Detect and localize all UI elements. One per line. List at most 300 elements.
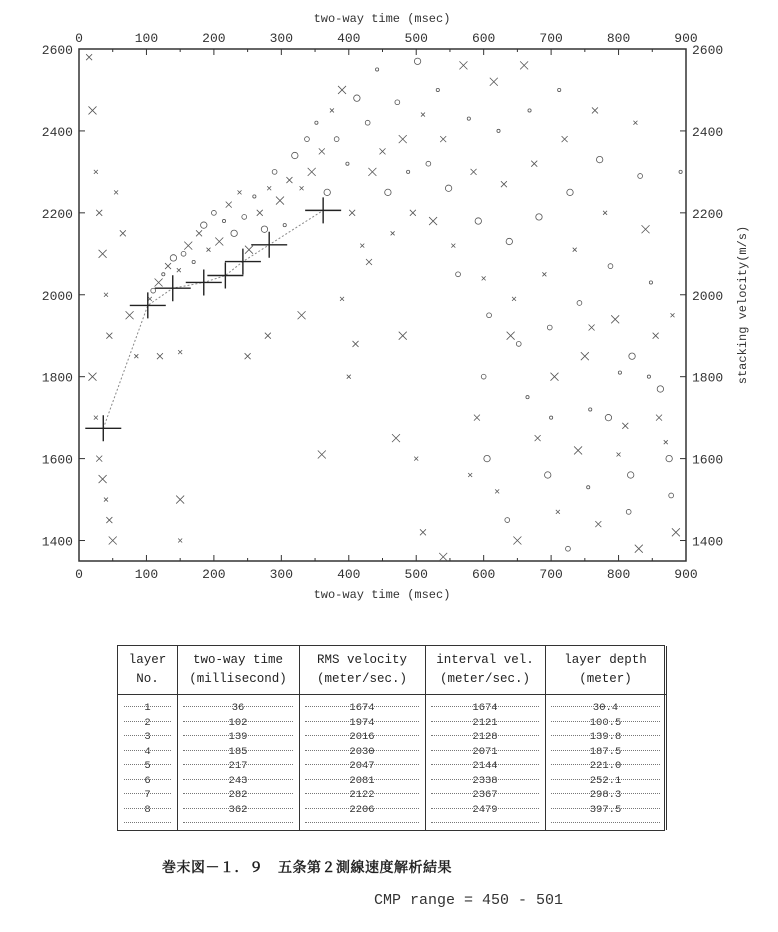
velocity-pick-marker xyxy=(251,232,287,258)
table-dotted-rule xyxy=(183,779,293,780)
scatter-point-cross xyxy=(550,373,558,381)
table-dotted-rule xyxy=(305,735,419,736)
y-tick-label-right: 2600 xyxy=(692,43,724,58)
scatter-point-circle xyxy=(566,546,571,551)
table-cell: 7 xyxy=(144,789,151,801)
table-header-line: No. xyxy=(136,672,159,686)
table-header xyxy=(425,646,545,694)
scatter-point-cross xyxy=(318,451,326,459)
table-dotted-rule xyxy=(551,793,660,794)
table-dotted-rule xyxy=(431,721,539,722)
table-cell: 2144 xyxy=(472,760,498,772)
scatter-point-circle xyxy=(506,238,512,244)
table-dotted-rule xyxy=(551,750,660,751)
table-dotted-rule xyxy=(431,706,539,707)
velocity-pick-marker xyxy=(225,249,261,275)
table-dotted-rule xyxy=(124,822,171,823)
table-dotted-rule xyxy=(124,706,171,707)
table-dotted-rule xyxy=(305,750,419,751)
scatter-point-circle xyxy=(445,185,451,191)
scatter-point-cross xyxy=(459,61,467,69)
table-dotted-rule xyxy=(431,750,539,751)
x-tick-label-bottom: 800 xyxy=(606,567,631,582)
table-cell: 2016 xyxy=(349,731,375,743)
scatter-point-cross xyxy=(308,168,316,176)
table-dotted-rule xyxy=(305,779,419,780)
scatter-point-circle xyxy=(528,109,531,112)
scatter-point-cross xyxy=(556,510,560,514)
scatter-point-cross xyxy=(88,373,96,381)
scatter-point-cross xyxy=(300,186,304,190)
table-cell: 185 xyxy=(228,745,248,758)
plot-frame xyxy=(79,49,686,561)
scatter-point-cross xyxy=(581,352,589,360)
scatter-point-cross xyxy=(440,136,446,142)
scatter-point-cross xyxy=(165,263,171,269)
table-cell: 243 xyxy=(228,774,248,787)
table-cell: 4 xyxy=(144,745,151,758)
scatter-point-circle xyxy=(211,210,216,215)
x-tick-label-bottom: 700 xyxy=(539,567,563,582)
table-cell: 2338 xyxy=(472,774,498,787)
scatter-point-cross xyxy=(672,528,680,536)
table-column-rms-velocity xyxy=(299,646,426,830)
table-cell: 1974 xyxy=(349,716,375,729)
table-dotted-rule xyxy=(183,750,293,751)
x-tick-label-top: 600 xyxy=(471,31,496,46)
scatter-point-circle xyxy=(516,342,521,347)
table-dotted-rule xyxy=(183,822,293,823)
scatter-point-cross xyxy=(99,250,107,258)
x-tick-label-top: 400 xyxy=(337,31,361,46)
table-header-line: RMS velocity xyxy=(316,653,407,667)
scatter-point-cross xyxy=(391,231,395,235)
x-tick-label-bottom: 500 xyxy=(404,567,428,582)
x-tick-label-top: 200 xyxy=(202,31,226,46)
scatter-point-cross xyxy=(99,475,107,483)
scatter-point-cross xyxy=(120,230,126,236)
scatter-point-cross xyxy=(366,259,372,265)
table-cell: 30.4 xyxy=(592,702,619,714)
scatter-point-cross xyxy=(595,521,601,527)
scatter-point-cross xyxy=(94,416,98,420)
scatter-point-circle xyxy=(487,313,492,318)
table-dotted-rule xyxy=(305,721,419,722)
scatter-point-cross xyxy=(106,517,112,523)
table-header xyxy=(118,646,177,694)
x-axis-title-bottom: two-way time (msec) xyxy=(313,588,451,602)
y-tick-label-left: 2400 xyxy=(41,124,73,140)
table-cell: 2206 xyxy=(349,803,375,816)
scatter-point-circle xyxy=(657,386,663,392)
table-dotted-rule xyxy=(124,808,171,809)
table-dotted-rule xyxy=(183,793,293,794)
table-cell: 298.3 xyxy=(589,789,622,801)
scatter-point-cross xyxy=(611,315,619,323)
scatter-point-circle xyxy=(242,215,247,220)
x-tick-label-top: 500 xyxy=(404,31,428,46)
scatter-point-cross xyxy=(507,332,515,340)
scatter-point-circle xyxy=(305,137,310,142)
table-cell: 102 xyxy=(228,716,248,729)
scatter-point-circle xyxy=(649,281,652,284)
table-column-two-way-time xyxy=(177,646,300,830)
table-header-line: (millisecond) xyxy=(189,672,287,686)
table-cell: 2030 xyxy=(349,745,375,758)
scatter-point-circle xyxy=(315,121,318,124)
table-cell: 2047 xyxy=(349,760,375,772)
table-cell: 2479 xyxy=(472,803,498,816)
table-header-line: two-way time xyxy=(192,653,283,667)
scatter-point-circle xyxy=(365,120,370,125)
table-cell: 36 xyxy=(231,702,245,714)
scatter-point-circle xyxy=(647,375,650,378)
scatter-point-cross xyxy=(474,415,480,421)
scatter-point-circle xyxy=(385,189,391,195)
scatter-point-cross xyxy=(642,225,650,233)
x-tick-label-top: 900 xyxy=(674,31,698,46)
scatter-point-circle xyxy=(354,95,360,101)
scatter-point-cross xyxy=(88,106,96,114)
table-cell: 5 xyxy=(144,760,151,772)
scatter-point-circle xyxy=(181,251,186,256)
scatter-point-cross xyxy=(520,61,528,69)
table-dotted-rule xyxy=(124,735,171,736)
scatter-point-cross xyxy=(215,238,223,246)
y-tick-label-right: 2000 xyxy=(692,288,724,304)
velocity-pick-marker xyxy=(186,269,222,295)
scatter-point-circle xyxy=(545,472,551,478)
table-header-line: layer depth xyxy=(564,653,647,667)
table-cell: 1674 xyxy=(472,702,498,714)
scatter-point-cross xyxy=(535,435,541,441)
table-column-layer-no xyxy=(118,646,178,830)
scatter-point-circle xyxy=(526,396,529,399)
table-dotted-rule xyxy=(183,735,293,736)
scatter-point-cross xyxy=(360,244,364,248)
scatter-point-cross xyxy=(490,78,498,86)
scatter-point-cross xyxy=(94,170,98,174)
scatter-point-cross xyxy=(603,211,607,215)
scatter-point-cross xyxy=(104,498,108,502)
table-cell: 139 xyxy=(228,731,248,743)
scatter-point-circle xyxy=(497,129,500,132)
x-tick-label-top: 800 xyxy=(606,31,631,46)
scatter-point-cross xyxy=(109,537,117,545)
scatter-point-cross xyxy=(330,108,334,112)
scatter-point-circle xyxy=(505,518,510,523)
x-tick-label-top: 100 xyxy=(134,31,159,46)
scatter-point-circle xyxy=(151,288,156,293)
scatter-point-cross xyxy=(653,333,659,339)
x-tick-label-bottom: 600 xyxy=(471,567,496,582)
table-dotted-rule xyxy=(431,793,539,794)
scatter-point-cross xyxy=(635,545,643,553)
scatter-point-cross xyxy=(562,136,568,142)
scatter-point-cross xyxy=(126,311,134,319)
scatter-point-cross xyxy=(96,456,102,462)
scatter-point-circle xyxy=(192,260,195,263)
scatter-point-cross xyxy=(482,276,486,280)
table-dotted-rule xyxy=(305,822,419,823)
table-column-layer-depth xyxy=(545,646,667,830)
scatter-point-cross xyxy=(399,332,407,340)
scatter-point-cross xyxy=(399,135,407,143)
scatter-point-cross xyxy=(176,496,184,504)
scatter-point-circle xyxy=(589,408,592,411)
scatter-point-circle xyxy=(407,170,410,173)
scatter-point-cross xyxy=(267,186,271,190)
scatter-point-circle xyxy=(436,88,439,91)
table-header-line: (meter) xyxy=(579,672,632,686)
table-dotted-rule xyxy=(431,779,539,780)
table-dotted-rule xyxy=(124,721,171,722)
table-dotted-rule xyxy=(551,779,660,780)
scatter-point-circle xyxy=(679,170,682,173)
scatter-point-cross xyxy=(542,272,546,276)
scatter-point-circle xyxy=(253,195,256,198)
table-cell: 2367 xyxy=(472,789,498,801)
scatter-point-cross xyxy=(656,415,662,421)
table-dotted-rule xyxy=(551,808,660,809)
scatter-point-circle xyxy=(627,472,633,478)
table-dotted-rule xyxy=(431,735,539,736)
table-cell: 3 xyxy=(144,731,151,743)
y-tick-label-right: 2200 xyxy=(692,206,724,222)
scatter-point-cross xyxy=(414,457,418,461)
scatter-point-circle xyxy=(558,88,561,91)
scatter-point-cross xyxy=(617,453,621,457)
table-cell: 282 xyxy=(228,789,248,801)
scatter-point-cross xyxy=(196,230,202,236)
scatter-point-cross xyxy=(104,293,108,297)
table-header xyxy=(545,646,666,694)
scatter-point-circle xyxy=(536,214,542,220)
x-tick-label-bottom: 300 xyxy=(269,567,294,582)
table-cell: 2128 xyxy=(472,731,498,743)
table-dotted-rule xyxy=(431,764,539,765)
y-axis-title-right: stacking velocity(m/s) xyxy=(736,225,750,385)
scatter-point-circle xyxy=(324,189,330,195)
velocity-pick-marker xyxy=(305,197,341,223)
table-cell: 397.5 xyxy=(589,803,622,816)
scatter-point-circle xyxy=(605,414,611,420)
table-cell: 252.1 xyxy=(589,774,622,787)
scatter-point-circle xyxy=(467,117,470,120)
scatter-point-cross xyxy=(495,489,499,493)
table-cell: 221.0 xyxy=(589,760,622,772)
table-cell: 2 xyxy=(144,716,151,729)
velocity-pick-marker xyxy=(207,263,243,289)
table-dotted-rule xyxy=(305,764,419,765)
y-tick-label-right: 1800 xyxy=(692,370,724,386)
scatter-point-cross xyxy=(238,190,242,194)
scatter-point-cross xyxy=(573,248,577,252)
table-dotted-rule xyxy=(183,764,293,765)
table-header-line: interval vel. xyxy=(436,653,534,667)
x-tick-label-bottom: 100 xyxy=(134,567,159,582)
x-tick-label-top: 700 xyxy=(539,31,563,46)
scatter-point-cross xyxy=(513,537,521,545)
table-column-interval-velocity xyxy=(425,646,546,830)
scatter-point-cross xyxy=(319,148,325,154)
scatter-point-cross xyxy=(671,313,675,317)
table-header-rule xyxy=(118,694,666,695)
table-dotted-rule xyxy=(124,779,171,780)
table-cell: 1674 xyxy=(349,702,375,714)
scatter-point-cross xyxy=(257,210,263,216)
scatter-point-cross xyxy=(134,354,138,358)
table-dotted-rule xyxy=(551,706,660,707)
x-tick-label-bottom: 200 xyxy=(202,567,226,582)
table-header-line: layer xyxy=(128,653,167,667)
scatter-point-cross xyxy=(439,553,447,561)
scatter-point-cross xyxy=(106,333,112,339)
table-cell: 362 xyxy=(228,803,248,816)
table-cell: 8 xyxy=(144,803,151,816)
table-header xyxy=(299,646,425,694)
scatter-point-cross xyxy=(512,297,516,301)
scatter-point-cross xyxy=(429,217,437,225)
scatter-point-cross xyxy=(574,446,582,454)
table-cell: 100.5 xyxy=(589,716,622,729)
scatter-point-circle xyxy=(395,100,400,105)
table-cell: 2081 xyxy=(349,774,375,787)
scatter-point-cross xyxy=(157,353,163,359)
scatter-point-circle xyxy=(587,486,590,489)
scatter-point-circle xyxy=(669,493,674,498)
scatter-point-cross xyxy=(421,113,425,117)
table-header-line: (meter/sec.) xyxy=(439,672,530,686)
y-tick-label-left: 1800 xyxy=(41,370,73,386)
scatter-point-circle xyxy=(283,224,286,227)
scatter-point-cross xyxy=(265,333,271,339)
velocity-pick-line xyxy=(103,210,323,428)
scatter-point-cross xyxy=(392,434,400,442)
scatter-point-cross xyxy=(245,246,253,254)
velocity-pick-marker xyxy=(85,415,121,441)
table-cell: 6 xyxy=(144,774,151,787)
y-tick-label-left: 2200 xyxy=(41,206,73,222)
scatter-point-circle xyxy=(596,156,602,162)
table-cell: 217 xyxy=(228,760,248,772)
scatter-point-circle xyxy=(547,325,552,330)
scatter-point-cross xyxy=(347,375,351,379)
y-tick-label-right: 2400 xyxy=(692,124,724,140)
table-dotted-rule xyxy=(183,721,293,722)
scatter-point-cross xyxy=(349,210,355,216)
table-cell: 187.5 xyxy=(589,745,622,758)
table-dotted-rule xyxy=(551,735,660,736)
x-tick-label-bottom: 900 xyxy=(674,567,698,582)
y-tick-label-left: 2000 xyxy=(41,288,73,304)
scatter-point-cross xyxy=(592,107,598,113)
scatter-point-cross xyxy=(380,148,386,154)
table-dotted-rule xyxy=(124,750,171,751)
scatter-point-circle xyxy=(666,455,672,461)
scatter-point-cross xyxy=(206,248,210,252)
scatter-point-circle xyxy=(475,218,481,224)
table-cell: 1 xyxy=(144,702,151,714)
scatter-point-cross xyxy=(177,268,181,272)
x-tick-label-top: 300 xyxy=(269,31,294,46)
scatter-point-cross xyxy=(245,353,251,359)
scatter-point-circle xyxy=(346,162,349,165)
scatter-point-cross xyxy=(178,350,182,354)
scatter-point-circle xyxy=(608,264,613,269)
scatter-point-cross xyxy=(420,529,426,535)
scatter-point-circle xyxy=(618,371,621,374)
scatter-point-cross xyxy=(184,242,192,250)
scatter-point-cross xyxy=(664,440,668,444)
scatter-point-circle xyxy=(456,272,461,277)
scatter-point-circle xyxy=(626,509,631,514)
table-header-line: (meter/sec.) xyxy=(316,672,407,686)
scatter-point-cross xyxy=(633,121,637,125)
velocity-pick-marker xyxy=(130,292,166,318)
scatter-point-cross xyxy=(622,423,628,429)
scatter-point-cross xyxy=(368,168,376,176)
scatter-point-cross xyxy=(96,210,102,216)
scatter-point-circle xyxy=(261,226,267,232)
scatter-point-cross xyxy=(276,197,284,205)
table-dotted-rule xyxy=(551,822,660,823)
figure-caption: 巻末図－１．９ 五条第２測線速度解析結果 xyxy=(162,860,452,876)
table-dotted-rule xyxy=(431,808,539,809)
table-header xyxy=(177,646,299,694)
table-cell: 2122 xyxy=(349,789,375,801)
scatter-point-circle xyxy=(272,169,277,174)
scatter-point-circle xyxy=(567,189,573,195)
scatter-point-circle xyxy=(170,255,176,261)
table-dotted-rule xyxy=(431,822,539,823)
scatter-point-cross xyxy=(501,181,507,187)
scatter-point-cross xyxy=(353,341,359,347)
y-tick-label-right: 1400 xyxy=(692,534,724,550)
scatter-point-cross xyxy=(468,473,472,477)
cmp-range-label: CMP range = 450 - 501 xyxy=(374,892,564,909)
table-dotted-rule xyxy=(551,764,660,765)
y-tick-label-left: 1400 xyxy=(41,534,73,550)
scatter-point-circle xyxy=(414,58,420,64)
scatter-point-circle xyxy=(426,161,431,166)
scatter-point-circle xyxy=(376,68,379,71)
table-dotted-rule xyxy=(305,808,419,809)
x-axis-title-top: two-way time (msec) xyxy=(313,12,451,26)
x-tick-label-top: 0 xyxy=(75,31,83,46)
scatter-point-cross xyxy=(531,161,537,167)
table-dotted-rule xyxy=(305,793,419,794)
scatter-point-cross xyxy=(178,539,182,543)
scatter-point-cross xyxy=(471,169,477,175)
y-tick-label-left: 1600 xyxy=(41,452,73,468)
scatter-point-cross xyxy=(340,297,344,301)
table-dotted-rule xyxy=(124,764,171,765)
scatter-point-cross xyxy=(155,278,163,286)
scatter-point-circle xyxy=(201,222,207,228)
y-tick-label-left: 2600 xyxy=(41,43,73,58)
velocity-analysis-table xyxy=(117,645,665,831)
scatter-point-circle xyxy=(629,353,635,359)
table-dotted-rule xyxy=(124,793,171,794)
scatter-point-cross xyxy=(410,210,416,216)
scatter-point-cross xyxy=(226,202,232,208)
scatter-point-cross xyxy=(589,325,595,331)
table-dotted-rule xyxy=(183,808,293,809)
scatter-point-circle xyxy=(484,455,490,461)
y-tick-label-right: 1600 xyxy=(692,452,724,468)
scatter-point-cross xyxy=(114,190,118,194)
